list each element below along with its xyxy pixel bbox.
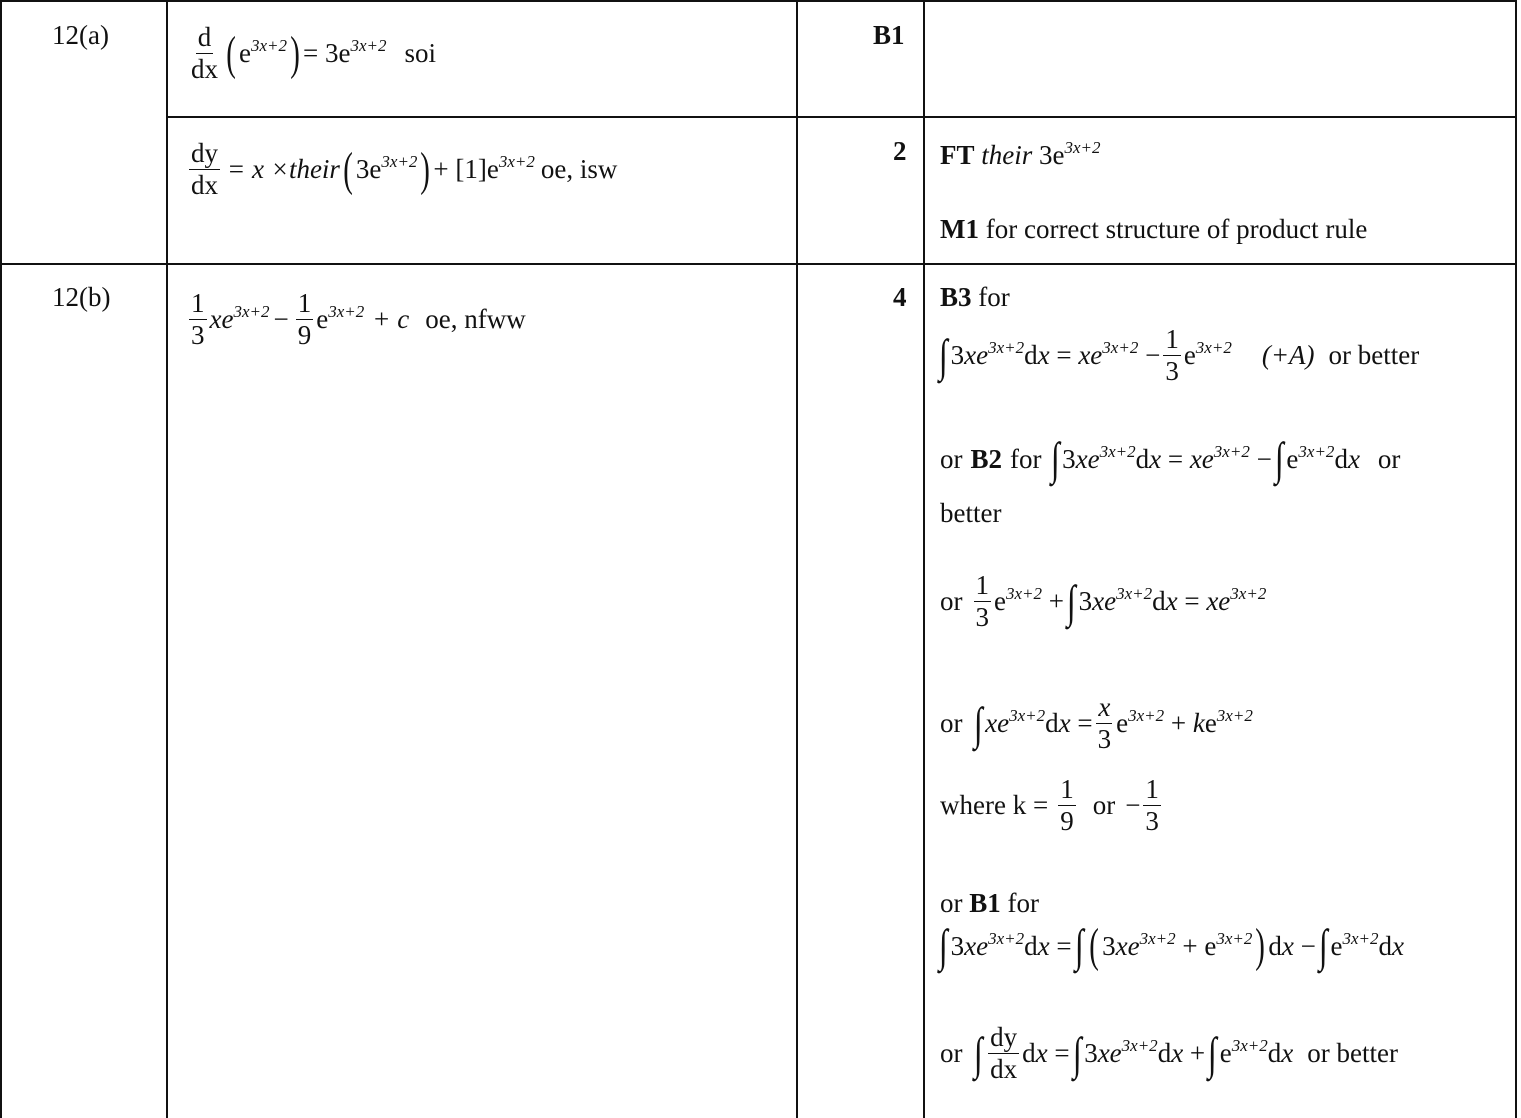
integral-icon: ∫ [1274,433,1284,484]
guidance-12b-where-k: where k = $\frac{1}{9}$ or − $\frac{1}{3}$ [940,774,1159,836]
guidance-12b-b1-expr: ∫ $3xe^{3x+2}dx$ = ∫ ( $3xe^{3x+2} + e^{3x+2}$ ) dx − ∫ $e^{3x+2}dx$ [938,919,1404,972]
answer-12b: $\frac{1}{3}$ $xe^{3x+2}$ − $\frac{1}{9}$ $e^{3x+2}$ + c oe, nfww [191,288,526,350]
integral-icon: ∫ [1318,920,1328,971]
mark-12a-part2: 2 [893,136,907,166]
guidance-12b-b2-better: better [940,498,1002,528]
row-divider-inner [166,116,1517,118]
guidance-12b-b2: or B2 for ∫ $3xe^{3x+2}dx = xe^{3x+2}$ − ∫ $e^{3x+2}dx$ or [940,433,1401,484]
table-border-left [0,0,2,1118]
integral-icon: ∫ [1050,433,1060,484]
row-divider-main [0,263,1517,265]
integral-icon: ∫ [938,329,948,381]
integral-icon: ∫ [973,1027,983,1079]
question-number: 12(a) [52,20,109,50]
guidance-12b-b1-heading: or B1 for [940,888,1039,918]
column-divider-3 [923,0,925,1118]
dy-dx-fraction: $\frac{dy}{dx}$ [191,138,218,200]
guidance-12b-b3-heading: B3 for [940,282,1010,312]
table-border-right [1515,0,1517,1118]
mark-12b: 4 [893,282,907,312]
question-label-12b: 12(b) [52,282,111,312]
guidance-12b-alt1: or $\frac{1}{3}$ $e^{3x+2}$ + ∫ $3xe^{3x+2}dx = xe^{3x+2}$ [940,570,1267,632]
integral-icon: ∫ [1208,1027,1217,1079]
answer-12a-part2: $\frac{dy}{dx}$ = x × their ( $3e^{3x+2}$ ) + $[1]e^{3x+2}$ oe, isw [191,138,618,200]
derivative-operator: $\frac{d}{dx}$ [191,22,218,84]
integral-icon: ∫ [938,920,948,971]
integral-icon: ∫ [1072,1027,1082,1079]
answer-12a-part1: $\frac{d}{dx}$ ( $e^{3x+2}$ ) = $3e^{3x+2}$ soi [191,22,436,84]
mark-12a-part1: B1 [873,20,905,50]
question-label-12a [52,20,109,51]
integral-icon: ∫ [1074,920,1084,971]
guidance-12b-alt3: or ∫ $\frac{dy}{dx}$ dx = ∫ $3xe^{3x+2}dx$ + ∫ $e^{3x+2}dx$ or better [940,1022,1398,1084]
column-divider-1 [166,0,168,1118]
integral-icon: ∫ [973,697,983,749]
guidance-12b-b3-expr: ∫ $3xe^{3x+2}dx = xe^{3x+2}$ − $\frac{1}{3}$ $e^{3x+2}$ (+A) or better [938,324,1420,386]
right-paren: ) [290,26,300,80]
guidance-12a-m1: M1 for correct structure of product rule [940,214,1368,244]
guidance-12a-ft: FT their $3e^{3x+2}$ [940,138,1101,170]
guidance-12b-alt2: or ∫ $xe^{3x+2}dx$ = $\frac{x}{3}$ $e^{3x+2} + ke^{3x+2}$ [940,692,1253,754]
integral-icon: ∫ [1066,575,1076,627]
left-paren: ( [226,26,236,80]
soi-note: soi [404,38,436,68]
column-divider-2 [796,0,798,1118]
table-border-top [0,0,1517,2]
